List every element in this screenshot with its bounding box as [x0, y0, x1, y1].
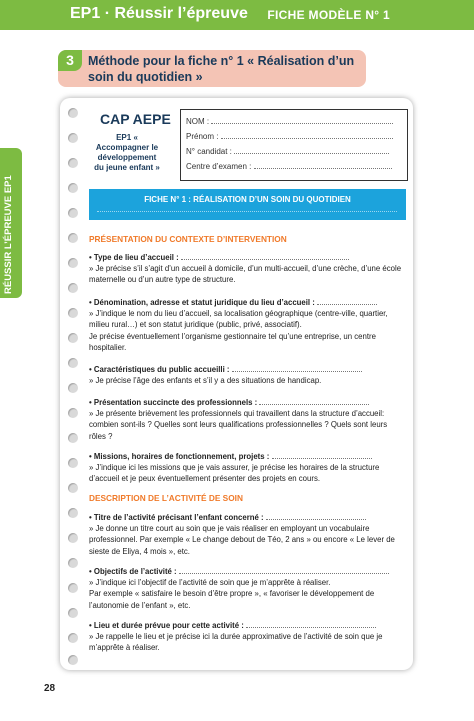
cap-title: CAP AEPE	[100, 111, 171, 127]
binder-hole-icon	[68, 433, 78, 443]
list-item: • Présentation succincte des professionnels : » Je présente brièvement les professionnels qui travaillent dans la structure d’accueil: combien sont-ils ? Quelles sont leurs qualifications professionnelles ? Quels sont leurs rôles ?	[89, 398, 388, 441]
header-fiche-label: FICHE MODÈLE N° 1	[267, 8, 390, 22]
name-field: NOM :	[186, 117, 393, 126]
binder-hole-icon	[68, 408, 78, 418]
binder-hole-icon	[68, 558, 78, 568]
exam-centre-field: Centre d’examen :	[186, 162, 392, 171]
binder-hole-icon	[68, 208, 78, 218]
binder-hole-icon	[68, 655, 78, 665]
binder-hole-icon	[68, 183, 78, 193]
binder-hole-icon	[68, 383, 78, 393]
list-item: • Titre de l’activité précisant l’enfant concerné : » Je donne un titre court au soin que je vais réaliser en employant un vocabulaire professionnel. Par exemple « Le change debout de Téo, 2 ans » ou encore « Le lever de sieste de Eliya, 4 mois », etc.	[89, 513, 395, 556]
side-tab	[0, 148, 22, 298]
binder-hole-icon	[68, 258, 78, 268]
binder-hole-icon	[68, 508, 78, 518]
binder-hole-icon	[68, 233, 78, 243]
fiche-title: FICHE N° 1 : RÉALISATION D’UN SOIN DU QUOTIDIEN	[144, 195, 351, 204]
binder-hole-icon	[68, 308, 78, 318]
binder-hole-icon	[68, 333, 78, 343]
section-heading-description: DESCRIPTION DE L’ACTIVITÉ DE SOIN	[89, 493, 243, 503]
binder-hole-icon	[68, 483, 78, 493]
fiche-title-dotted-line	[97, 211, 397, 212]
section-heading-context: PRÉSENTATION DU CONTEXTE D’INTERVENTION	[89, 234, 287, 244]
firstname-field: Prénom :	[186, 132, 393, 141]
list-item: • Dénomination, adresse et statut juridique du lieu d’accueil : » J’indique le nom du lieu d’accueil, sa localisation géographique (centre-ville, quartier, milieu rural…) et son statut juridique (public, privé, associatif). Je précise éventuellement l’organisme gestionnaire tel qu’une entreprise, un centre hospitalier.	[89, 298, 388, 352]
header-bar	[0, 0, 474, 30]
list-item: • Caractéristiques du public accueilli : » Je précise l’âge des enfants et s’il y a des situations de handicap.	[89, 364, 405, 386]
list-item: • Type de lieu d’accueil : » Je précise s’il s’agit d’un accueil à domicile, d’un multi-accueil, d’une crèche, d’une école maternelle ou d’un autre type de structure.	[89, 253, 402, 285]
method-title: Méthode pour la fiche n° 1 « Réalisation d’un soin du quotidien »	[88, 54, 355, 84]
side-tab-label: RÉUSSIR L’ÉPREUVE EP1	[3, 175, 14, 294]
binder-hole-icon	[68, 533, 78, 543]
list-item: • Lieu et durée prévue pour cette activité : » Je rappelle le lieu et je précise ici la durée approximative de l’activité de soin que je m’apprête à réaliser.	[89, 621, 383, 653]
binder-hole-icon	[68, 283, 78, 293]
page-number: 28	[44, 683, 56, 694]
fiche-title-bar	[89, 189, 406, 220]
binder-hole-icon	[68, 633, 78, 643]
binder-hole-icon	[68, 108, 78, 118]
list-item: • Missions, horaires de fonctionnement, projets : » J’indique ici les missions que je vais assurer, je précise les horaires de la structure d’accueil et je peux éventuellement présenter des projets en cours.	[89, 452, 380, 484]
list-item: • Objectifs de l’activité : » J’indique ici l’objectif de l’activité de soin que je m’apprête à réaliser. Par exemple « satisfaire le besoin d’être propre », « favoriser le développement de l’autonomie de l’enfant », etc.	[89, 566, 405, 611]
binder-hole-icon	[68, 133, 78, 143]
header-title: EP1 · Réussir l’épreuve	[70, 5, 248, 22]
binder-hole-icon	[68, 158, 78, 168]
method-number-badge: 3	[58, 50, 82, 71]
binder-hole-icon	[68, 583, 78, 593]
binder-hole-icon	[68, 608, 78, 618]
candidate-number-field: N° candidat :	[186, 147, 389, 156]
ep1-subtitle: EP1 « Accompagner le développement du jeune enfant »	[94, 133, 160, 172]
binder-hole-icon	[68, 458, 78, 468]
binder-hole-icon	[68, 358, 78, 368]
